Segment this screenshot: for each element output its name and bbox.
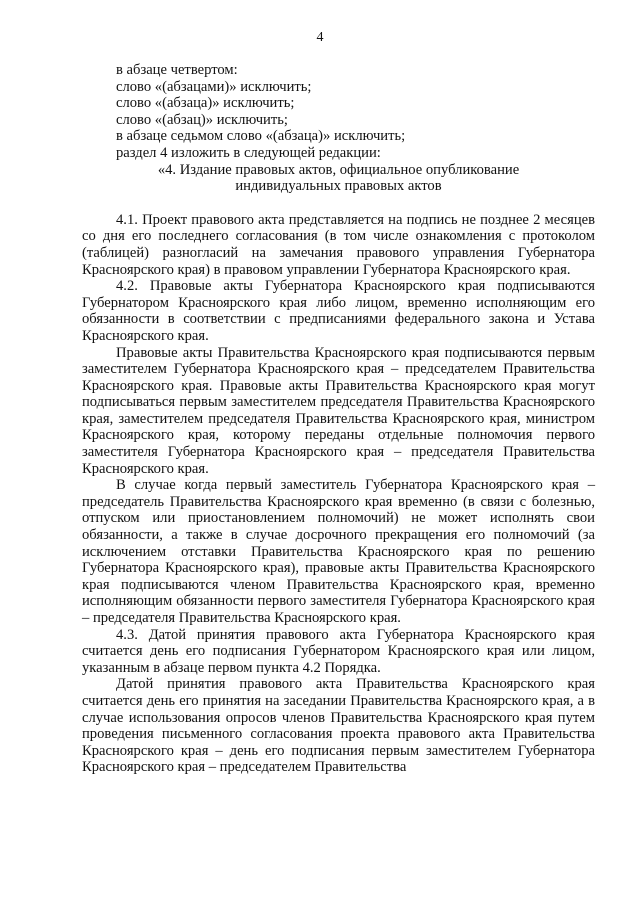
- paragraph-4-2: 4.2. Правовые акты Губернатора Красноярского края подписываются Губернатором Красноярского края либо лицом, временно исполняющим его обязанности в соответствии с предписаниями федерального закона и Устава Красноярского края.: [82, 278, 595, 344]
- paragraph-4-1: 4.1. Проект правового акта представляется на подпись не позднее 2 месяцев со дня его последнего согласования (в том числе ознакомления с протоколом (таблицей) разногласий на замечания правового управления Губернатора Красноярского края) в правовом управлении Губернатора Красноярского края.: [82, 211, 595, 278]
- paragraph-temporary-absence: В случае когда первый заместитель Губернатора Красноярского края – председатель Правительства Красноярского края временно (в связи с болезнью, отпуском или приостановлением полномочий) не может исполнять свои обязанности, а также в случае досрочного прекращения его полномочий (за исключением отставки Правительства Красноярского края по решению Губернатора Красноярского края), правовые акты Правительства Красноярского края подписываются членом Правительства Красноярского края, временно исполняющим обязанности первого заместителя Губернатора Красноярского края – председателя Правительства Красноярского края.: [82, 477, 595, 626]
- intro-line: слово «(абзаца)» исключить;: [116, 95, 295, 112]
- section-title-line: «4. Издание правовых актов, официальное опубликование: [157, 161, 520, 178]
- paragraph-government-acts: Правовые акты Правительства Красноярского края подписываются первым заместителем Губернатора Красноярского края – председателем Правительства Красноярского края. Правовые акты Правительства Красноярского края могут подписываться первым заместителем председателя Правительства Красноярского края, заместителем председателя Правительства Красноярского края, министром Красноярского края, которому переданы отдельные полномочия первого заместителя Губернатора Красноярского края – председателя Правительства Красноярского края.: [82, 344, 595, 477]
- intro-line: в абзаце седьмом слово «(абзаца)» исключить;: [116, 128, 406, 145]
- section-title: [82, 162, 595, 195]
- document-body: [82, 62, 595, 776]
- intro-line: слово «(абзац)» исключить;: [116, 111, 288, 128]
- section-title-line: индивидуальных правовых актов: [235, 178, 442, 195]
- paragraph-government-adoption-date: Датой принятия правового акта Правительства Красноярского края считается день его принятия на заседании Правительства Красноярского края, а в случае использования опросов членов Правительства Красноярского края путем проведения письменного согласования проекта правового акта Правительства Красноярского края – день его подписания первым заместителем Губернатора Красноярского края – председателем Правительства: [82, 676, 595, 776]
- intro-line: слово «(абзацами)» исключить;: [116, 78, 312, 95]
- intro-line: раздел 4 изложить в следующей редакции:: [116, 144, 381, 161]
- paragraph-4-3: 4.3. Датой принятия правового акта Губернатора Красноярского края считается день его подписания Губернатором Красноярского края или лицом, указанным в абзаце первом пункта 4.2 Порядка.: [82, 626, 595, 676]
- intro-line: в абзаце четвертом:: [116, 62, 238, 78]
- section-spacer: [82, 195, 595, 212]
- page-number: 4: [316, 30, 324, 45]
